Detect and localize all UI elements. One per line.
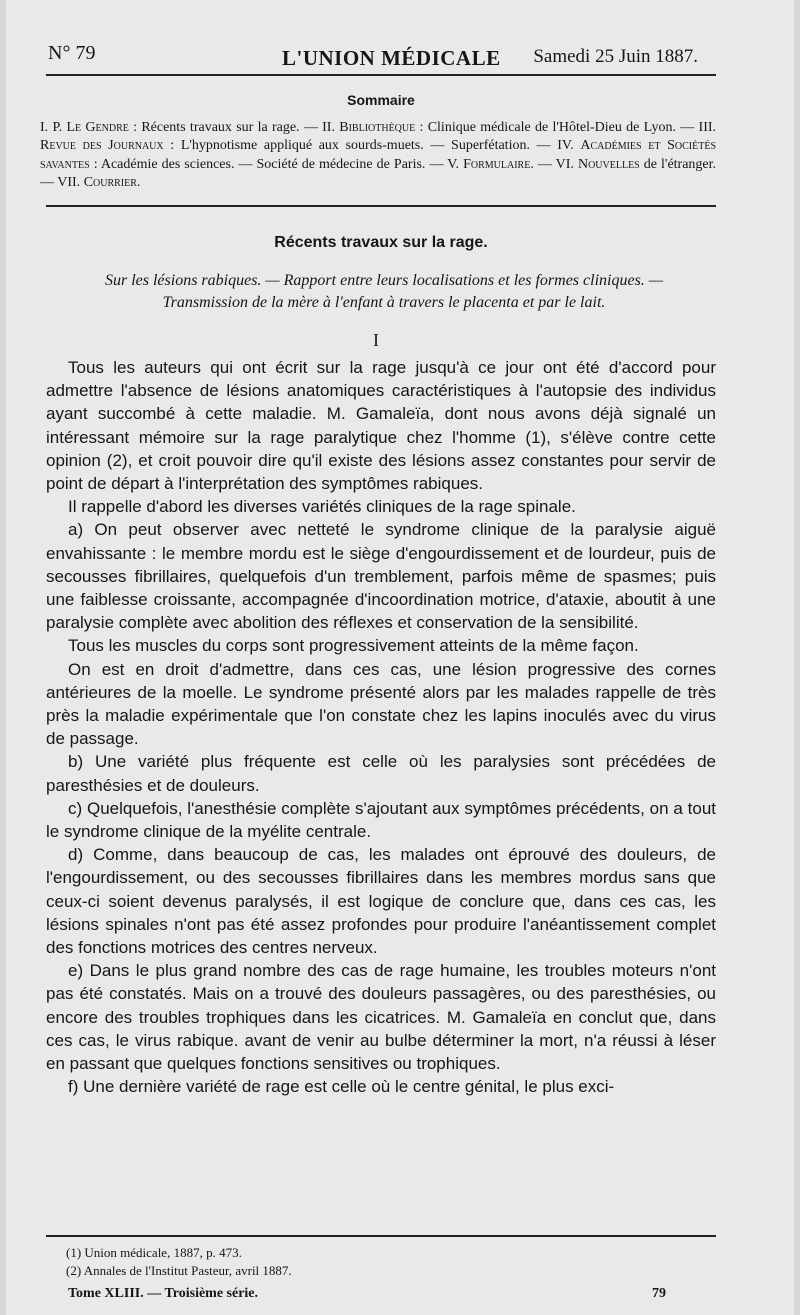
sommaire-iv-num: IV. [557, 138, 574, 154]
article-subtitle-line: Sur les lésions rabiques. — Rapport entre leurs localisations et les formes cliniques. — [104, 272, 664, 289]
footnotes [66, 1244, 706, 1280]
sommaire-ii-num: II. [322, 120, 335, 135]
paragraph: a) On peut observer avec netteté le syndrome clinique de la paralysie aiguë envahissante : le membre mordu est le siège d'engourdissement et de lourdeur, puis de secousses fibrillaires, quelquefois d'un tremblement, parfois même de spasmes; puis une faiblesse croissante, accompagnée d'incoordination motrice, d'ataxie, aboutit à une paralysie complète avec abolition des réflexes et conservation de la sensibilité. [46, 520, 716, 633]
issue-number: N° 79 [48, 42, 96, 64]
article-subtitle [54, 270, 714, 314]
sommaire-iv-text: : Académie des sciences. — Société de médecine de Paris. — [89, 156, 448, 172]
article-body [46, 356, 716, 1099]
sommaire-i-text: : Récents travaux sur la rage. — [128, 120, 323, 135]
sommaire-contents [40, 119, 716, 193]
sommaire-v-head: Formulaire [463, 156, 531, 172]
page [6, 0, 794, 1315]
sommaire-iii-head: Revue des Journaux [40, 138, 164, 154]
sommaire-vi-head: Nouvelles [577, 156, 640, 172]
paragraph: f) Une dernière variété de rage est celle où le centre génital, le plus exci- [68, 1077, 615, 1097]
article-title: Récents travaux sur la rage. [274, 234, 488, 251]
sommaire-iv-head: Académies et Sociétés savantes [40, 138, 717, 172]
footer-volume: Tome XLIII. — Troisième série. [68, 1286, 259, 1301]
sommaire-rule [46, 205, 716, 207]
sommaire-vi-num: VI. [555, 156, 574, 172]
paragraph: On est en droit d'admettre, dans ces cas, une lésion progressive des cornes antérieures de la moelle. Le syndrome présenté alors par les malades rappelle de très près la maladie expérimentale que l'on constate chez les lapins inoculés avec du virus de passage. [46, 659, 716, 749]
journal-title: L'UNION MÉDICALE [282, 46, 501, 70]
sommaire-vii-num: VII. [57, 175, 81, 191]
sommaire-vi-text: de l'étranger. — [40, 156, 717, 191]
footnote-rule [46, 1235, 716, 1237]
paragraph: Il rappelle d'abord les diverses variétés cliniques de la rage spinale. [68, 497, 576, 517]
paragraph: e) Dans le plus grand nombre des cas de rage humaine, les troubles moteurs n'ont pas été constatés. Mais on a trouvé des douleurs passagères, ou des paresthésies, ou encore des troubles trophiques dans les cicatrices. M. Gamaleïa en conclut que, dans ces cas, le virus rabique. avant de venir au bulbe déterminer la mort, n'a réussi à léser en passant que quelques fonctions sensitives ou trophiques. [46, 961, 716, 1074]
sommaire-ii-head: Bibliothèque [339, 120, 416, 135]
paragraph: d) Comme, dans beaucoup de cas, les malades ont éprouvé des douleurs, de l'engourdissement, ou des secousses fibrillaires dans les membres mordus sans que ceux-ci soient devenus paralysés, il est logique de conclure que, dans ces cas, les lésions spinales n'ont pas été assez profondes pour produire l'anéantissement complet des fonctions motrices des centres nerveux. [46, 845, 716, 958]
sommaire-i-num: I. [40, 120, 49, 135]
sommaire-ii-text: : Clinique médicale de l'Hôtel-Dieu de Lyon. — [415, 120, 699, 135]
paragraph: Tous les auteurs qui ont écrit sur la rage jusqu'à ce jour ont été d'accord pour admettre l'absence de lésions anatomiques caractéristiques à l'autopsie des individus ayant succombé à cette maladie. M. Gamaleïa, dont nous avons déjà signalé un intéressant mémoire sur la rage paralytique chez l'homme (1), s'élève contre cette opinion (2), et croit pouvoir dire qu'il existe des lésions assez constantes pour servir de point de départ à l'interprétation des symptômes rabiques. [46, 358, 716, 494]
sommaire-vii-head: Courrier [83, 175, 137, 191]
footnote: (1) Union médicale, 1887, p. 473. [66, 1245, 242, 1260]
sommaire-vii-text: . [136, 175, 141, 191]
sommaire-v-text: . — [530, 156, 556, 172]
running-header [46, 40, 716, 72]
sommaire-iii-num: III. [698, 120, 717, 135]
sommaire-v-num: V. [447, 156, 460, 172]
sommaire-title: Sommaire [347, 92, 415, 108]
sommaire-i-author: P. Le Gendre [52, 120, 129, 135]
issue-date: Samedi 25 Juin 1887. [533, 46, 698, 67]
footnote: (2) Annales de l'Institut Pasteur, avril 1887. [66, 1263, 292, 1278]
article-subtitle-line: Transmission de la mère à l'enfant à travers le placenta et par le lait. [162, 294, 606, 311]
header-rule [46, 74, 716, 76]
paragraph: c) Quelquefois, l'anesthésie complète s'ajoutant aux symptômes précédents, on a tout le syndrome clinique de la myélite centrale. [46, 798, 716, 842]
paragraph: Tous les muscles du corps sont progressivement atteints de la même façon. [68, 636, 639, 656]
paragraph: b) Une variété plus fréquente est celle où les paralysies sont précédées de paresthésies et de douleurs. [46, 752, 716, 795]
section-number: I [373, 330, 379, 350]
page-number: 79 [652, 1286, 666, 1301]
sommaire-iii-text: : L'hypnotisme appliqué aux sourds-muets. — Superfétation. — [163, 138, 558, 154]
